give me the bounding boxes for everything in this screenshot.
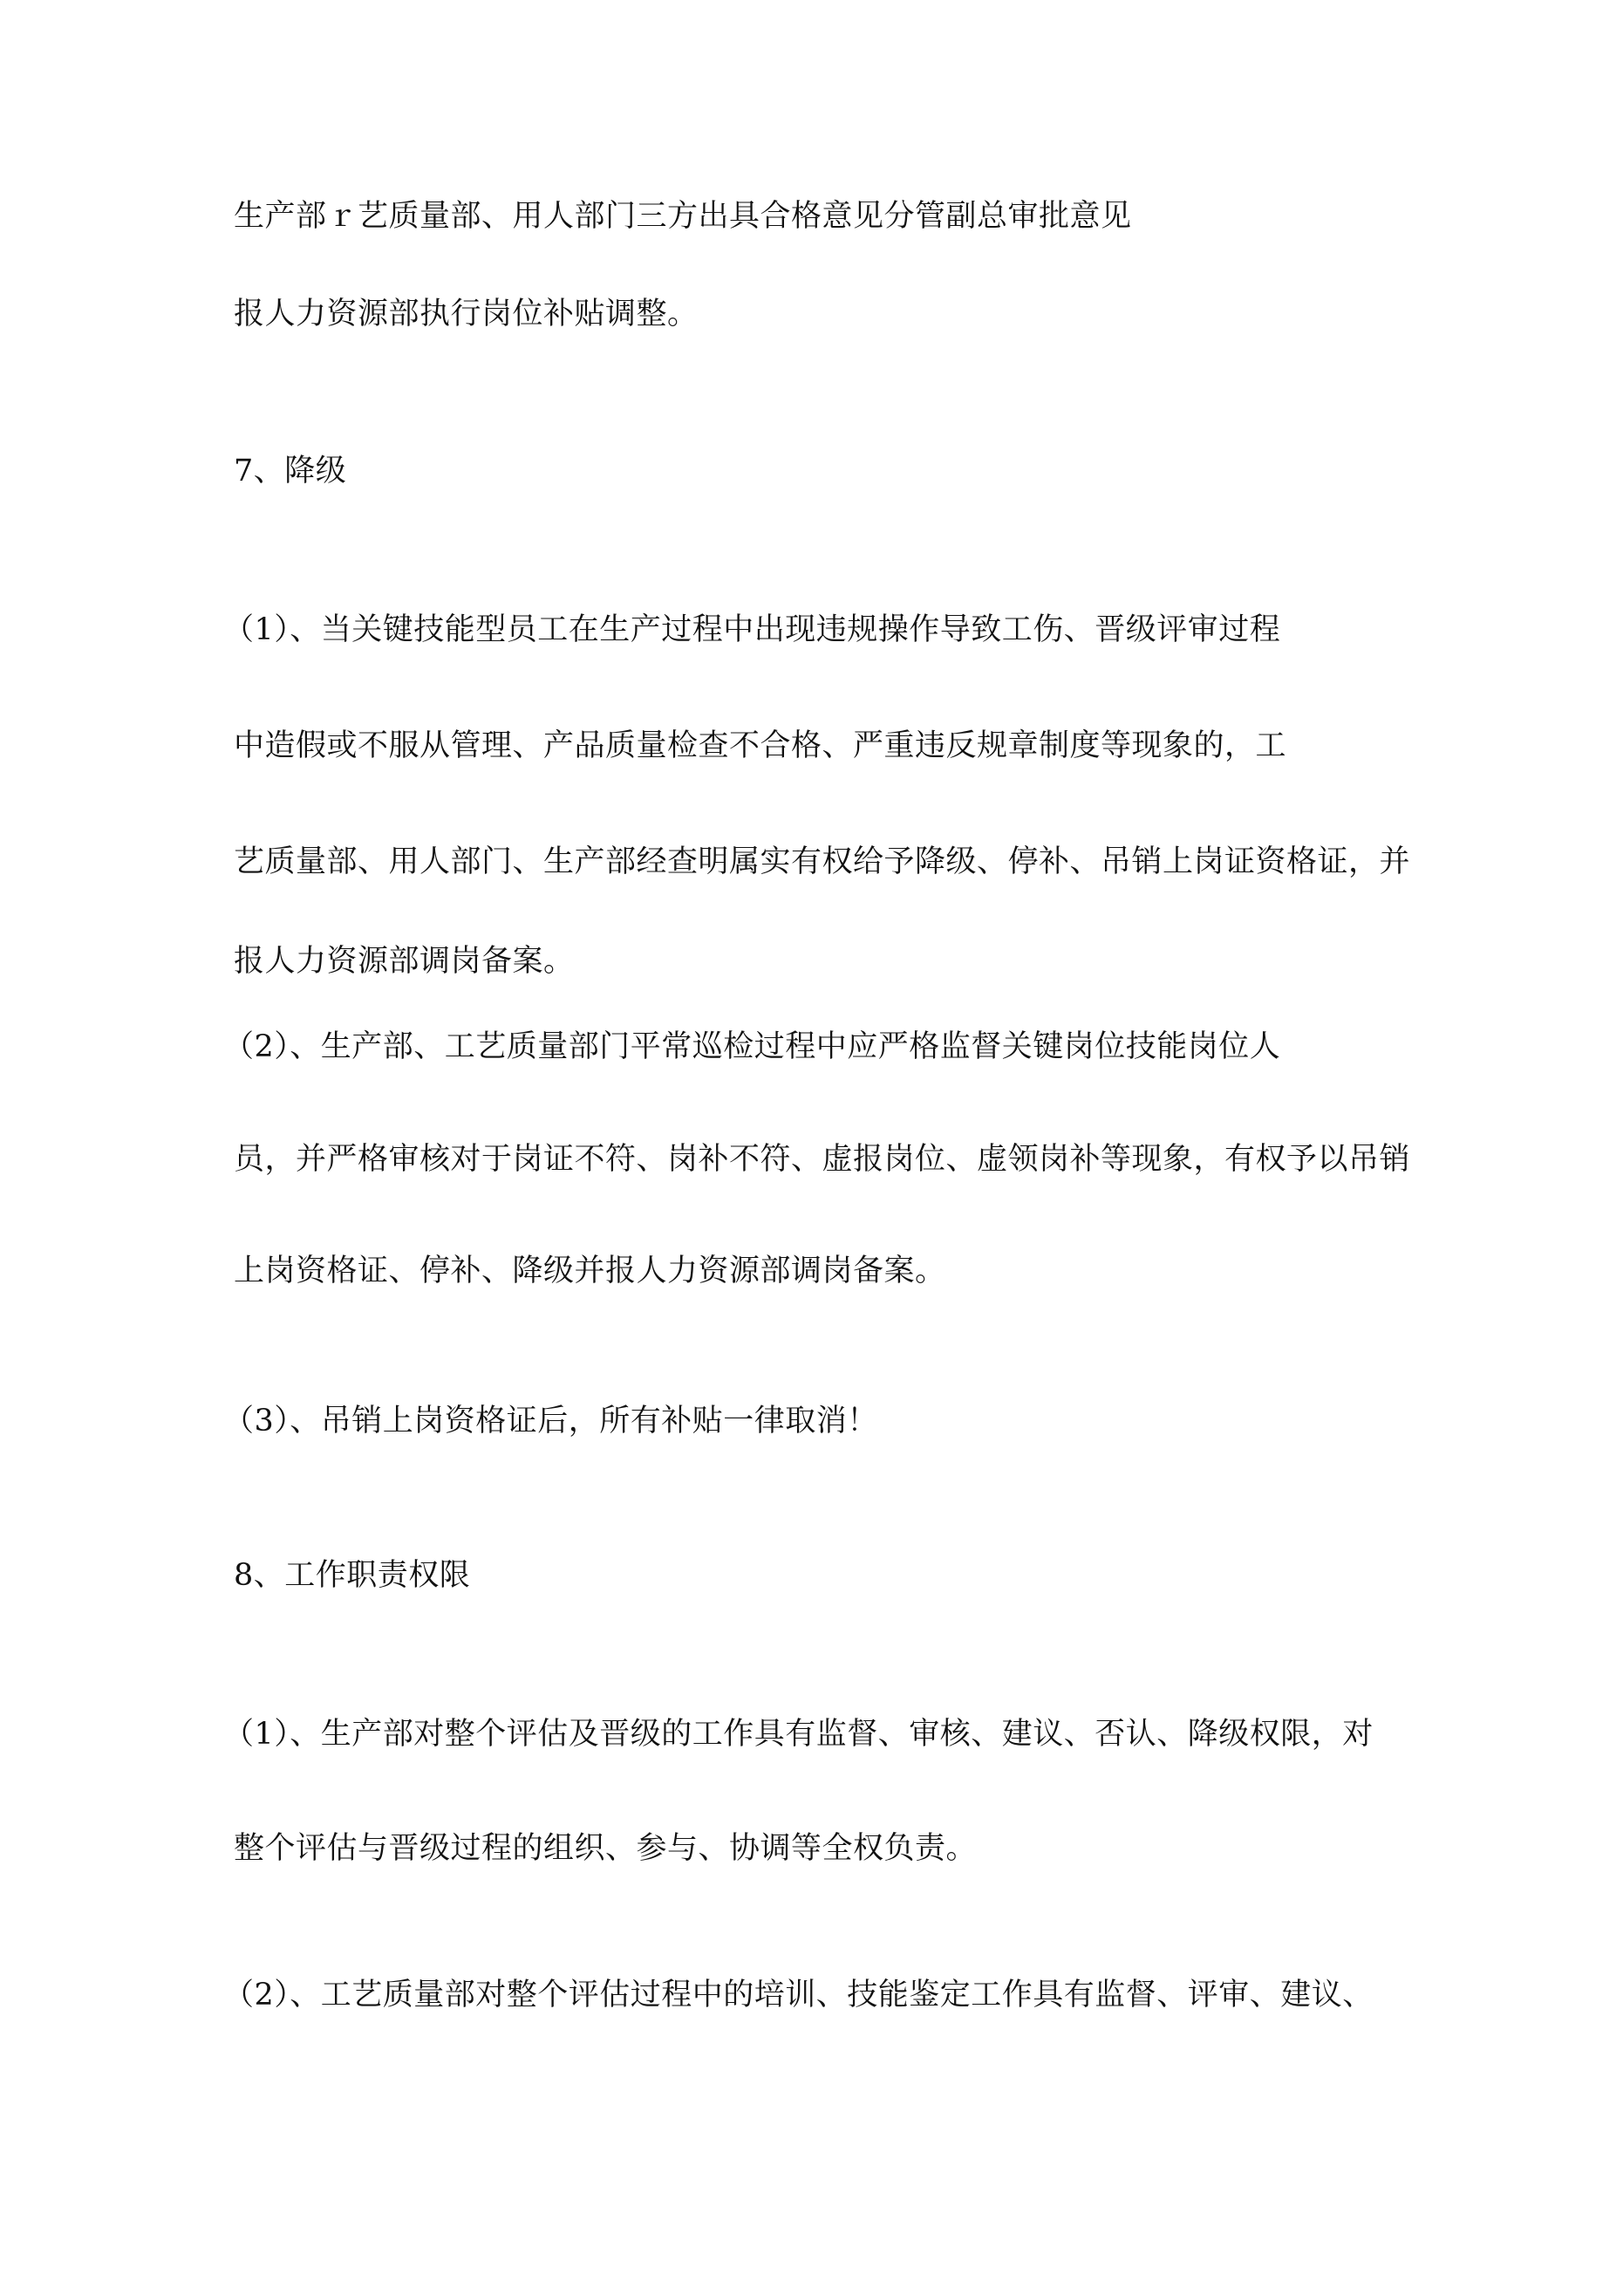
paragraph-line: 上岗资格证、停补、降级并报人力资源部调岗备案。 xyxy=(234,1254,946,1288)
paragraph-line: 中造假或不服从管理、产品质量检查不合格、严重违反规章制度等现象的，工 xyxy=(234,728,1287,763)
paragraph-line: 员，并严格审核对于岗证不符、岗补不符、虚报岗位、虚领岗补等现象，有权予以吊销 xyxy=(234,1142,1411,1177)
paragraph-line: （1）、生产部对整个评估及晋级的工作具有监督、审核、建议、否认、降级权限，对 xyxy=(223,1717,1374,1752)
paragraph-line: 报人力资源部调岗备案。 xyxy=(234,944,575,979)
paragraph-line: 报人力资源部执行岗位补贴调整。 xyxy=(234,297,699,331)
section-heading: 7、降级 xyxy=(234,454,347,489)
paragraph-line: 整个评估与晋级过程的组织、参与、协调等全权负责。 xyxy=(234,1831,978,1866)
paragraph-line: 生产部ｒ艺质量部、用人部门三方出具合格意见分管副总审批意见 xyxy=(234,199,1132,234)
paragraph-line: （1）、当关键技能型员工在生产过程中出现违规操作导致工伤、晋级评审过程 xyxy=(223,612,1281,647)
paragraph-line: （2）、工艺质量部对整个评估过程中的培训、技能鉴定工作具有监督、评审、建议、 xyxy=(223,1978,1374,2012)
paragraph-line: （3）、吊销上岗资格证后，所有补贴一律取消！ xyxy=(223,1404,878,1438)
section-heading: 8、工作职责权限 xyxy=(234,1558,471,1593)
paragraph-line: （2）、生产部、工艺质量部门平常巡检过程中应严格监督关键岗位技能岗位人 xyxy=(223,1029,1281,1064)
paragraph-line: 艺质量部、用人部门、生产部经查明属实有权给予降级、停补、吊销上岗证资格证，并 xyxy=(234,844,1411,879)
